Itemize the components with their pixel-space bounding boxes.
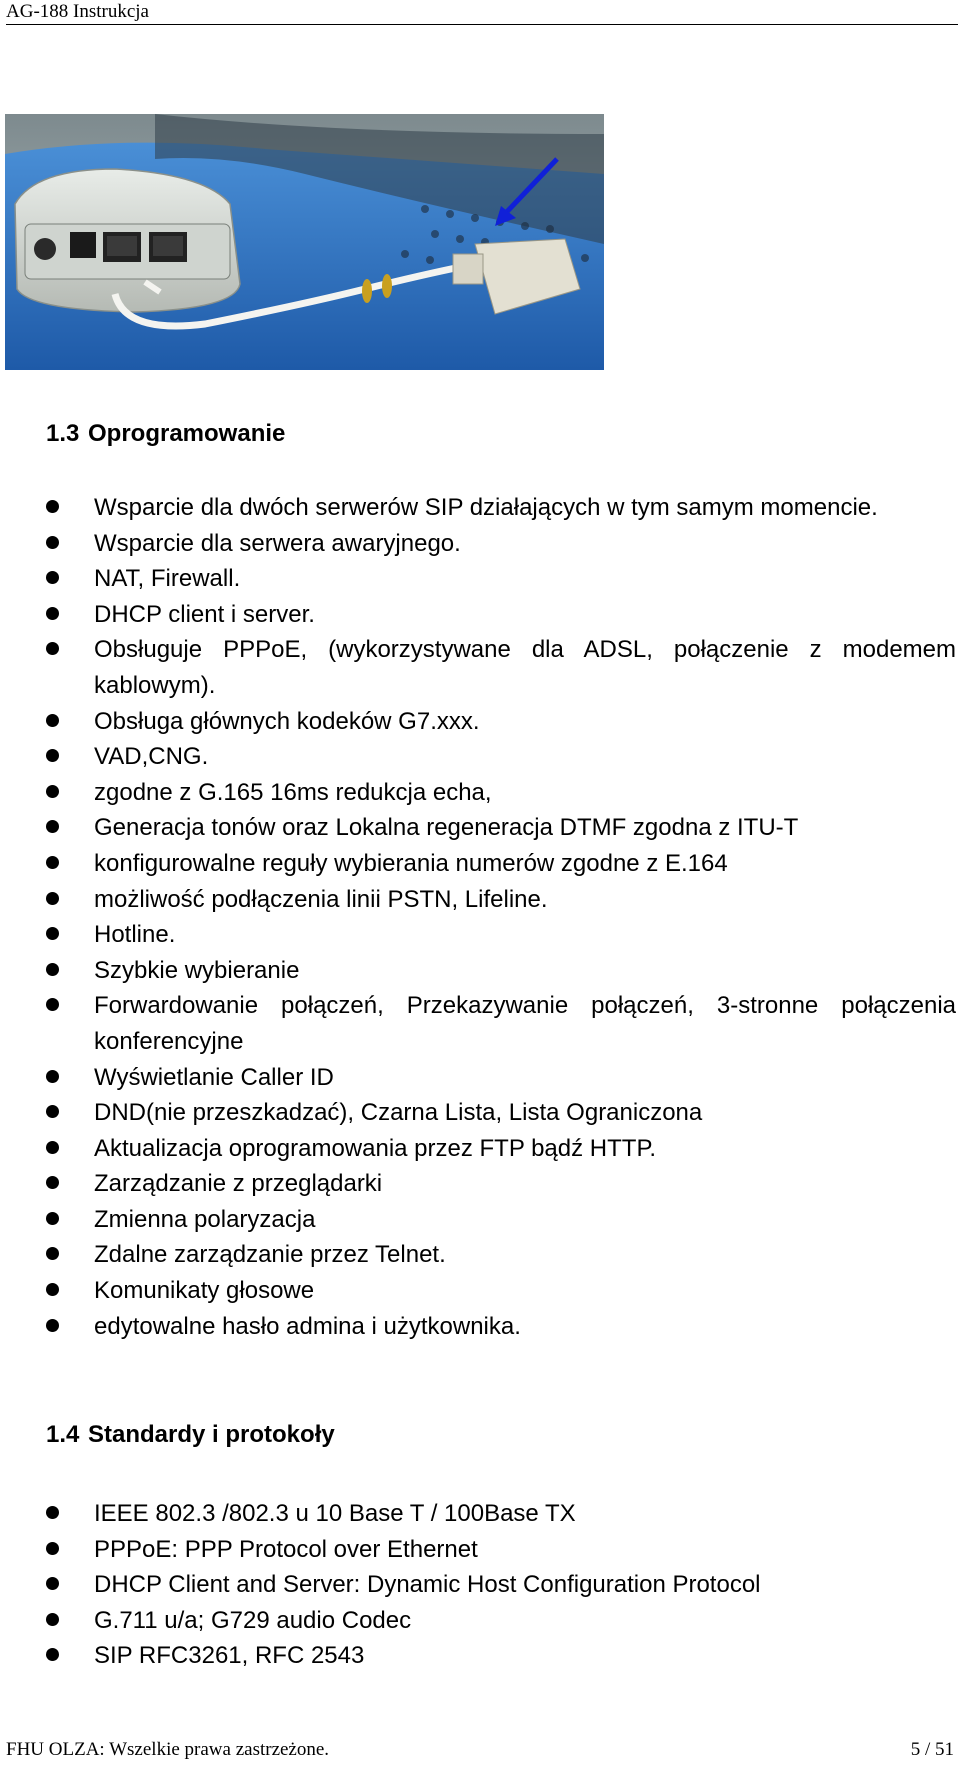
section-number: 1.4 xyxy=(46,1421,80,1448)
list-item: Wsparcie dla serwera awaryjnego. xyxy=(0,526,960,562)
page-footer xyxy=(6,1738,958,1762)
bullet-icon xyxy=(46,1648,59,1661)
bullet-icon xyxy=(46,1506,59,1519)
bullet-icon xyxy=(46,856,59,869)
bullet-icon xyxy=(46,820,59,833)
section-number: 1.3 xyxy=(46,420,80,447)
list-item: PPPoE: PPP Protocol over Ethernet xyxy=(0,1532,960,1568)
list-item: Szybkie wybieranie xyxy=(0,953,960,989)
bullet-icon xyxy=(46,714,59,727)
section-title: Standardy i protokoły xyxy=(88,1421,335,1448)
list-item: Forwardowanie połączeń, Przekazywanie połączeń, 3-stronne połączenia konferencyjne xyxy=(0,988,960,1059)
bullet-icon xyxy=(46,1283,59,1296)
list-item: Komunikaty głosowe xyxy=(0,1273,960,1309)
bullet-icon xyxy=(46,1070,59,1083)
list-item: Zarządzanie z przeglądarki xyxy=(0,1166,960,1202)
bullet-icon xyxy=(46,1247,59,1260)
section-heading-standards xyxy=(46,1421,335,1449)
list-item: Zdalne zarządzanie przez Telnet. xyxy=(0,1237,960,1273)
software-feature-list xyxy=(0,490,960,1344)
list-item: Generacja tonów oraz Lokalna regeneracja DTMF zgodna z ITU-T xyxy=(0,810,960,846)
bullet-icon xyxy=(46,1542,59,1555)
list-item: Obsługa głównych kodeków G7.xxx. xyxy=(0,704,960,740)
page-number: 5 / 51 xyxy=(910,1739,954,1760)
bullet-icon xyxy=(46,749,59,762)
list-item: NAT, Firewall. xyxy=(0,561,960,597)
list-item: możliwość podłączenia linii PSTN, Lifeline. xyxy=(0,882,960,918)
bullet-icon xyxy=(46,607,59,620)
bullet-icon xyxy=(46,1105,59,1118)
list-item: Aktualizacja oprogramowania przez FTP bądź HTTP. xyxy=(0,1131,960,1167)
bullet-icon xyxy=(46,1176,59,1189)
standards-list xyxy=(0,1496,960,1674)
bullet-icon xyxy=(46,892,59,905)
bullet-icon xyxy=(46,500,59,513)
section-title: Oprogramowanie xyxy=(88,420,286,447)
list-item: Wsparcie dla dwóch serwerów SIP działających w tym samym momencie. xyxy=(0,490,960,526)
bullet-icon xyxy=(46,642,59,655)
section-heading-software xyxy=(46,420,285,448)
bullet-icon xyxy=(46,1319,59,1332)
header-title: AG-188 Instrukcja xyxy=(6,1,149,22)
list-item: Zmienna polaryzacja xyxy=(0,1202,960,1238)
list-item: IEEE 802.3 /802.3 u 10 Base T / 100Base TX xyxy=(0,1496,960,1532)
list-item: Hotline. xyxy=(0,917,960,953)
bullet-icon xyxy=(46,927,59,940)
list-item: G.711 u/a; G729 audio Codec xyxy=(0,1603,960,1639)
page-header xyxy=(6,0,958,25)
bullet-icon xyxy=(46,571,59,584)
bullet-icon xyxy=(46,1613,59,1626)
list-item: SIP RFC3261, RFC 2543 xyxy=(0,1638,960,1674)
footer-copyright: FHU OLZA: Wszelkie prawa zastrzeżone. xyxy=(6,1739,330,1760)
bullet-icon xyxy=(46,1577,59,1590)
list-item: DHCP client i server. xyxy=(0,597,960,633)
bullet-icon xyxy=(46,785,59,798)
list-item: VAD,CNG. xyxy=(0,739,960,775)
list-item: konfigurowalne reguły wybierania numerów zgodne z E.164 xyxy=(0,846,960,882)
list-item: DHCP Client and Server: Dynamic Host Configuration Protocol xyxy=(0,1567,960,1603)
bullet-icon xyxy=(46,1212,59,1225)
list-item: Wyświetlanie Caller ID xyxy=(0,1060,960,1096)
device-photo xyxy=(5,114,604,370)
list-item: zgodne z G.165 16ms redukcja echa, xyxy=(0,775,960,811)
list-item: DND(nie przeszkadzać), Czarna Lista, Lista Ograniczona xyxy=(0,1095,960,1131)
bullet-icon xyxy=(46,536,59,549)
list-item: edytowalne hasło admina i użytkownika. xyxy=(0,1309,960,1345)
bullet-icon xyxy=(46,1141,59,1154)
bullet-icon xyxy=(46,998,59,1011)
bullet-icon xyxy=(46,963,59,976)
list-item: Obsługuje PPPoE, (wykorzystywane dla ADSL, połączenie z modemem kablowym). xyxy=(0,632,960,703)
